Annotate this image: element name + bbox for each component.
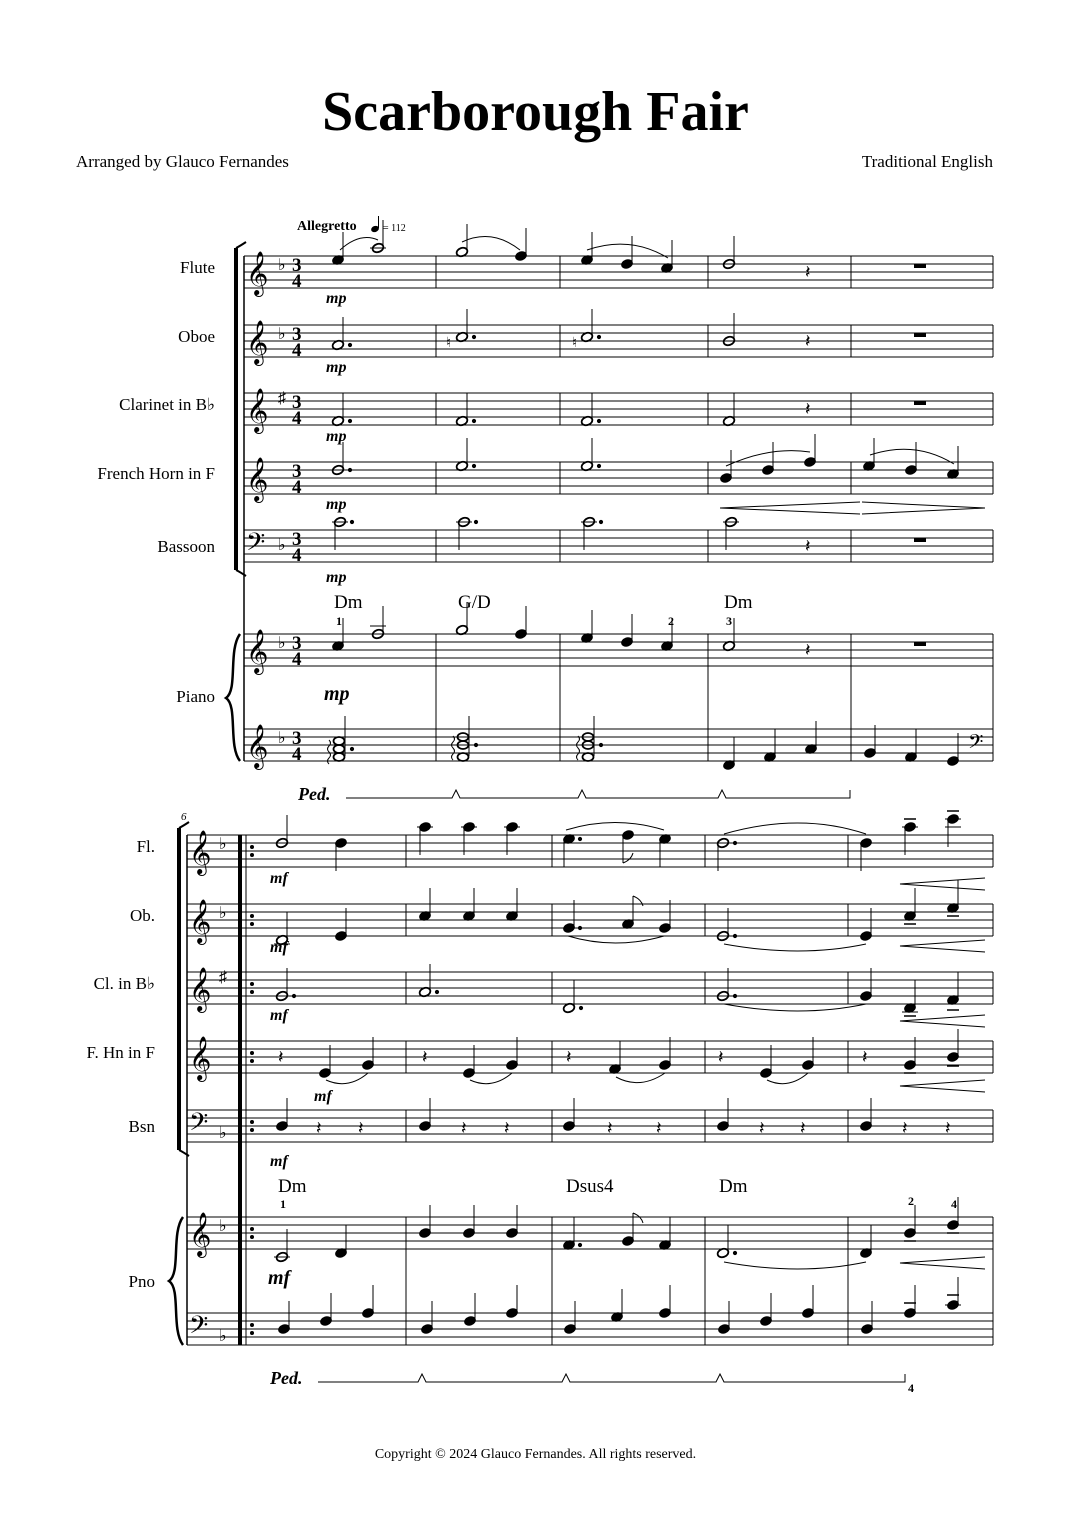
dynamic-marking: mf [268,1267,291,1289]
fingering: 4 [908,1381,914,1395]
quarter-rest-icon: 𝄽 [805,331,811,351]
staff-flute-2 [187,835,993,867]
crescendo-hairpin [900,1080,985,1092]
quarter-rest-icon: 𝄽 [805,640,811,660]
time-sig-top: 3 [292,529,302,550]
dynamic-marking: mp [324,683,350,705]
system-1 [97,216,993,804]
instrument-name: Cl. in B♭ [93,974,155,993]
time-sig-bottom: 4 [292,545,302,566]
natural-icon: ♮ [446,336,452,351]
horn-notes [331,434,985,514]
dynamic-marking: mp [326,496,347,513]
chord-symbol: Dm [278,1176,307,1197]
svg-text:𝄽: 𝄽 [759,1118,765,1138]
staff-flute [244,256,993,288]
quarter-rest-icon: 𝄽 [278,1047,284,1067]
fingering: 1 [280,1197,286,1211]
staff-clarinet-2 [187,972,993,1004]
pedal-marking: Ped. [298,784,331,804]
piano-bass-notes-2 [277,1277,961,1335]
instrument-name: Fl. [136,837,155,856]
flat-icon: ♭ [278,326,286,343]
treble-clef-icon: 𝄞 [246,726,269,768]
crescendo-hairpin [720,502,860,514]
natural-icon: ♮ [572,336,578,351]
dynamic-marking: mp [326,359,347,376]
staff-piano-treble-2 [187,1217,993,1249]
piano-brace [226,634,240,761]
system-2 [86,811,993,1395]
treble-clef-icon: 𝄞 [189,901,212,943]
dynamic-marking: mf [270,939,288,956]
svg-text:𝄽: 𝄽 [902,1118,908,1138]
staff-clarinet [244,393,993,425]
time-sig-top: 3 [292,461,302,482]
staff-horn-2 [187,1041,993,1073]
flute-notes [331,220,926,282]
time-sig-bottom: 4 [292,408,302,429]
crescendo-hairpin [900,1257,985,1269]
fingering: 2 [908,1194,914,1208]
time-sig-top: 3 [292,728,302,749]
staff-piano-bass [244,729,993,761]
chord-symbol: Dm [334,592,363,613]
treble-clef-icon: 𝄞 [246,390,269,432]
instrument-name: Clarinet in B♭ [119,395,215,414]
pedal-marking: Ped. [270,1368,303,1388]
time-sig-bottom: 4 [292,271,302,292]
time-sig-bottom: 4 [292,477,302,498]
crescendo-hairpin [900,878,985,890]
sharp-icon: ♯ [219,969,227,986]
quarter-rest-icon: 𝄽 [805,536,811,556]
instrument-name: Piano [176,687,215,706]
time-sig-bottom: 4 [292,649,302,670]
oboe-notes-2 [274,880,985,952]
bass-clef-icon: 𝄢 [189,1312,209,1345]
composer-credit: Traditional English [861,152,993,171]
piano-brace [169,1217,183,1345]
dynamic-marking: mf [270,870,288,887]
chord-symbol: G/D [458,592,491,613]
measure-number: 6 [181,811,187,823]
quarter-rest-icon: 𝄽 [718,1047,724,1067]
instrument-name: Oboe [178,327,215,346]
treble-clef-icon: 𝄞 [246,253,269,295]
crescendo-hairpin [900,1015,985,1027]
time-sig-top: 3 [292,392,302,413]
instrument-name: Pno [128,1272,155,1291]
chord-symbol: Dsus4 [566,1176,614,1197]
arranger-credit: Arranged by Glauco Fernandes [76,152,289,171]
quarter-rest-icon: 𝄽 [805,262,811,282]
quarter-rest-icon: 𝄽 [566,1047,572,1067]
instrument-name: F. Hn in F [86,1043,155,1062]
flat-icon: ♭ [278,635,286,652]
svg-text:𝄽: 𝄽 [656,1118,662,1138]
whole-rest-icon [914,401,926,405]
dynamic-marking: mf [314,1088,332,1105]
oboe-notes [331,309,926,351]
svg-text:𝄽: 𝄽 [316,1118,322,1138]
score-title: Scarborough Fair [322,81,749,143]
svg-text:𝄽: 𝄽 [945,1118,951,1138]
barlines [436,256,993,761]
flat-icon: ♭ [219,1125,227,1142]
sharp-icon: ♯ [278,390,286,407]
chord-symbol: Dm [724,592,753,613]
dynamic-marking: mf [270,1153,288,1170]
tempo-bpm: = 112 [383,223,406,234]
instrument-name: Ob. [129,906,155,925]
chord-symbol: Dm [719,1176,748,1197]
staff-bassoon [244,530,993,562]
bass-clef-icon: 𝄢 [968,732,984,758]
staff-horn [244,462,993,494]
arpeggio-icon [328,740,331,764]
instrument-name: French Horn in F [97,464,215,483]
quarter-note-icon [370,216,380,233]
whole-rest-icon [914,642,926,646]
flat-icon: ♭ [278,257,286,274]
whole-rest-icon [914,264,926,268]
staff-bassoon-2 [187,1110,993,1142]
crescendo-hairpin [900,940,985,952]
treble-clef-icon: 𝄞 [246,631,269,673]
dynamic-marking: mp [326,569,347,586]
copyright-notice: Copyright © 2024 Glauco Fernandes. All rights reserved. [374,1447,697,1462]
fingering: 4 [951,1197,957,1211]
time-sig-top: 3 [292,633,302,654]
quarter-rest-icon: 𝄽 [862,1047,868,1067]
staff-piano-treble [244,634,993,666]
time-sig-bottom: 4 [292,744,302,765]
time-sig-top: 3 [292,324,302,345]
flat-icon: ♭ [278,730,286,747]
svg-text:𝄽: 𝄽 [461,1118,467,1138]
fingering: 1 [336,614,342,628]
svg-text:𝄽: 𝄽 [504,1118,510,1138]
treble-clef-icon: 𝄞 [246,459,269,501]
fingering: 3 [726,614,732,628]
treble-clef-icon: 𝄞 [189,1214,212,1256]
svg-text:𝄽: 𝄽 [607,1118,613,1138]
time-sig-bottom: 4 [292,340,302,361]
bassoon-notes [332,516,926,556]
pedal-line [346,790,850,798]
quarter-rest-icon: 𝄽 [422,1047,428,1067]
flat-icon: ♭ [219,1218,227,1235]
tempo-marking: Allegretto [297,219,357,234]
instrument-name: Bsn [128,1117,155,1136]
bass-clef-icon: 𝄢 [246,529,266,562]
flat-icon: ♭ [219,905,227,922]
instrument-name: Flute [180,258,215,277]
horn-notes-2 [278,1029,985,1092]
flat-icon: ♭ [278,537,286,554]
svg-text:𝄽: 𝄽 [800,1118,806,1138]
staff-oboe [244,325,993,357]
fingering: 2 [668,614,674,628]
piano-lower-notes [328,716,984,771]
decrescendo-hairpin [862,502,985,514]
pedal-line [318,1374,905,1382]
treble-clef-icon: 𝄞 [189,832,212,874]
treble-clef-icon: 𝄞 [189,969,212,1011]
whole-rest-icon [914,538,926,542]
whole-rest-icon [914,333,926,337]
quarter-rest-icon: 𝄽 [805,399,811,419]
piano-treble-notes [331,602,926,660]
staff-oboe-2 [187,904,993,936]
svg-text:𝄽: 𝄽 [358,1118,364,1138]
time-sig-top: 3 [292,255,302,276]
dynamic-marking: mf [270,1007,288,1024]
clarinet-notes [331,393,926,427]
instrument-name: Bassoon [157,537,215,556]
flat-icon: ♭ [219,1328,227,1345]
flat-icon: ♭ [219,836,227,853]
treble-clef-icon: 𝄞 [246,322,269,364]
dynamic-marking: mp [326,428,347,445]
repeat-dots [250,845,254,1335]
dynamic-marking: mp [326,290,347,307]
bass-clef-icon: 𝄢 [189,1109,209,1142]
treble-clef-icon: 𝄞 [189,1038,212,1080]
